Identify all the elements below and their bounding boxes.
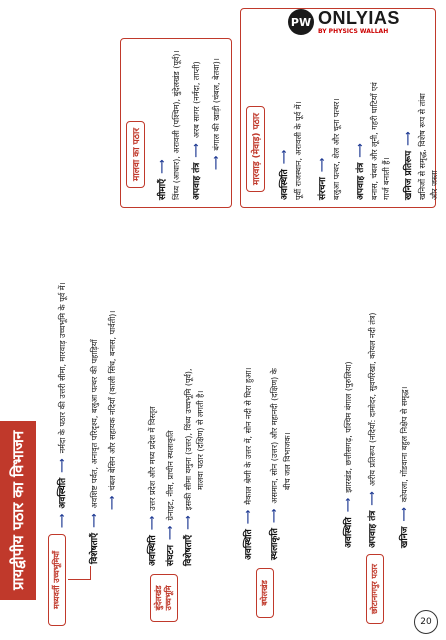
- arrow-icon: ⟶: [165, 525, 176, 540]
- arrow-icon: ⟶: [183, 515, 194, 530]
- pw-logo-mark: PW: [288, 9, 314, 35]
- bundelkhand-features-1: इसकी सीमा यमुना (उत्तर), विंध्य उच्चभूमि (पूर्व),: [184, 368, 193, 511]
- marwar-title: मारवाड़ (मेवाड़) पठार: [246, 106, 265, 192]
- chotanagpur-minerals-text: कोयला, गोंडवाना बहुल निक्षेप से समृद्ध।: [400, 386, 409, 503]
- chotanagpur-drainage-text: अरीय प्रतिरूप (नदियाँ: दामोदर, सुवर्णरेखा, कोयल नदी तंत्र): [368, 312, 377, 487]
- malwa-boundary-text: विंध्य (आधार), अरावली (पश्चिम), बुंदेलखंड (पूर्व)।: [172, 50, 181, 200]
- marwar-structure-text: बलुआ पत्थर, शेल और चूना पत्थर।: [332, 98, 341, 200]
- chotanagpur-location-text: झारखंड, छत्तीसगढ़, पश्चिम बंगाल (पुरुलिया): [344, 361, 353, 493]
- malwa-drainage-1: अरब सागर (नर्मदा, ताप्ती): [192, 61, 201, 139]
- arrow-icon: ⟶: [147, 515, 158, 531]
- bundelkhand-features-2: मालवा पठार (दक्षिण) से लगती है।: [196, 390, 205, 490]
- malwa-boundary-label: सीमाएँ: [158, 178, 168, 200]
- central-features-2: चंबल बेसिन और सहायक नदियाँ (काली सिंध, बनास, पार्वती)।: [108, 310, 117, 491]
- arrow-icon: ⟶: [57, 513, 68, 528]
- marwar-minerals-2: और जस्ता: [430, 170, 439, 200]
- central-features-label: विशेषताएँ: [90, 532, 100, 564]
- arrow-icon: ⟶: [399, 507, 410, 522]
- chotanagpur-location-label: अवस्थिति: [344, 517, 354, 548]
- arrow-icon: ⟶: [403, 131, 414, 146]
- bundelkhand-location-text: उत्तर प्रदेश और मध्य प्रदेश में विस्तृत: [148, 406, 157, 511]
- bundelkhand-structure-text: ग्रेनाइट, नीस, प्राचीन स्थलाकृति: [166, 430, 175, 521]
- page-number: 20: [414, 610, 438, 634]
- central-highlands-tag: मध्यवर्ती उच्चभूमियाँ: [48, 534, 66, 626]
- arrow-icon: ⟶: [243, 509, 254, 525]
- arrow-icon: ⟶: [89, 513, 100, 528]
- bundelkhand-features-label: विशेषताएँ: [184, 534, 194, 566]
- chotanagpur-minerals-label: खनिज: [400, 526, 410, 548]
- marwar-drainage-label: अपवाह तंत्र: [356, 162, 366, 200]
- baghelkhand-topo-2: बीच जल विभाजक।: [283, 432, 292, 490]
- arrow-icon: ⟶: [367, 491, 378, 506]
- bundelkhand-tag: बुंदेलखंड उच्चभूमि: [150, 574, 178, 622]
- central-features-1: अवशिष्ट पर्वत, अनावृत परिदृश्य, बलुआ पत्थर की पहाड़ियाँ: [90, 339, 99, 509]
- malwa-drainage-label: अपवाह तंत्र: [192, 162, 202, 200]
- connector-line: [90, 566, 91, 580]
- central-location-text: नर्मदा के पठार की उत्तरी सीमा, मारवाड़ उच्चभूमि के पूर्व में।: [58, 282, 67, 454]
- baghelkhand-location-text: मैकाल श्रेणी के उत्तर में, सोन नदी से घिरा हुआ।: [244, 367, 253, 505]
- malwa-title: मालवा का पठार: [126, 121, 145, 188]
- arrow-icon: ⟶: [355, 143, 366, 158]
- marwar-location-text: पूर्वी राजस्थान, अरावली के पूर्व में।: [294, 101, 303, 200]
- arrow-icon: ⟶: [317, 157, 328, 173]
- baghelkhand-topo-label: स्थलाकृति: [270, 528, 280, 560]
- arrow-icon: ⟶: [269, 508, 280, 524]
- arrow-icon: ⟶: [191, 143, 202, 158]
- brand-name: ONLYIAS: [318, 8, 400, 28]
- page-title: प्रायद्वीपीय पठार का विभाजन: [0, 421, 36, 600]
- bundelkhand-location-label: अवस्थिति: [148, 535, 158, 566]
- baghelkhand-tag: बघेलखंड: [256, 568, 274, 618]
- arrow-icon: ⟶: [343, 497, 354, 513]
- chotanagpur-drainage-label: अपवाह तंत्र: [368, 510, 378, 548]
- baghelkhand-topo-1: असमान, सोन (उत्तर) और महानदी (दक्षिण) के: [270, 368, 279, 504]
- marwar-minerals-1: खनिजों से समृद्ध, विशेष रूप से तांबा: [418, 93, 427, 200]
- chotanagpur-tag: छोटानागपुर पठार: [366, 554, 384, 624]
- marwar-structure-label: संरचना: [318, 177, 328, 200]
- arrow-icon: ⟶: [211, 155, 222, 170]
- marwar-drainage-1: बनास, चंबल और लूनी, गहरी घाटियाँ एवं: [370, 82, 379, 200]
- central-location-label: अवस्थिति: [58, 477, 68, 509]
- marwar-location-label: अवस्थिति: [280, 169, 290, 200]
- baghelkhand-location-label: अवस्थिति: [244, 529, 254, 560]
- arrow-icon: ⟶: [57, 458, 68, 473]
- arrow-icon: ⟶: [107, 495, 118, 510]
- bundelkhand-structure-label: संघटन: [166, 545, 176, 566]
- arrow-icon: ⟶: [157, 159, 168, 174]
- malwa-drainage-2: बंगाल की खाड़ी (चंबल, बेतवा)।: [212, 58, 221, 151]
- brand-byline: BY PHYSICS WALLAH: [318, 28, 389, 35]
- connector-line: [68, 579, 90, 580]
- arrow-icon: ⟶: [279, 149, 290, 165]
- marwar-drainage-2: गार्ज बनाती हैं।: [382, 157, 391, 200]
- marwar-minerals-label: खनिज प्रतिरूप: [404, 150, 414, 200]
